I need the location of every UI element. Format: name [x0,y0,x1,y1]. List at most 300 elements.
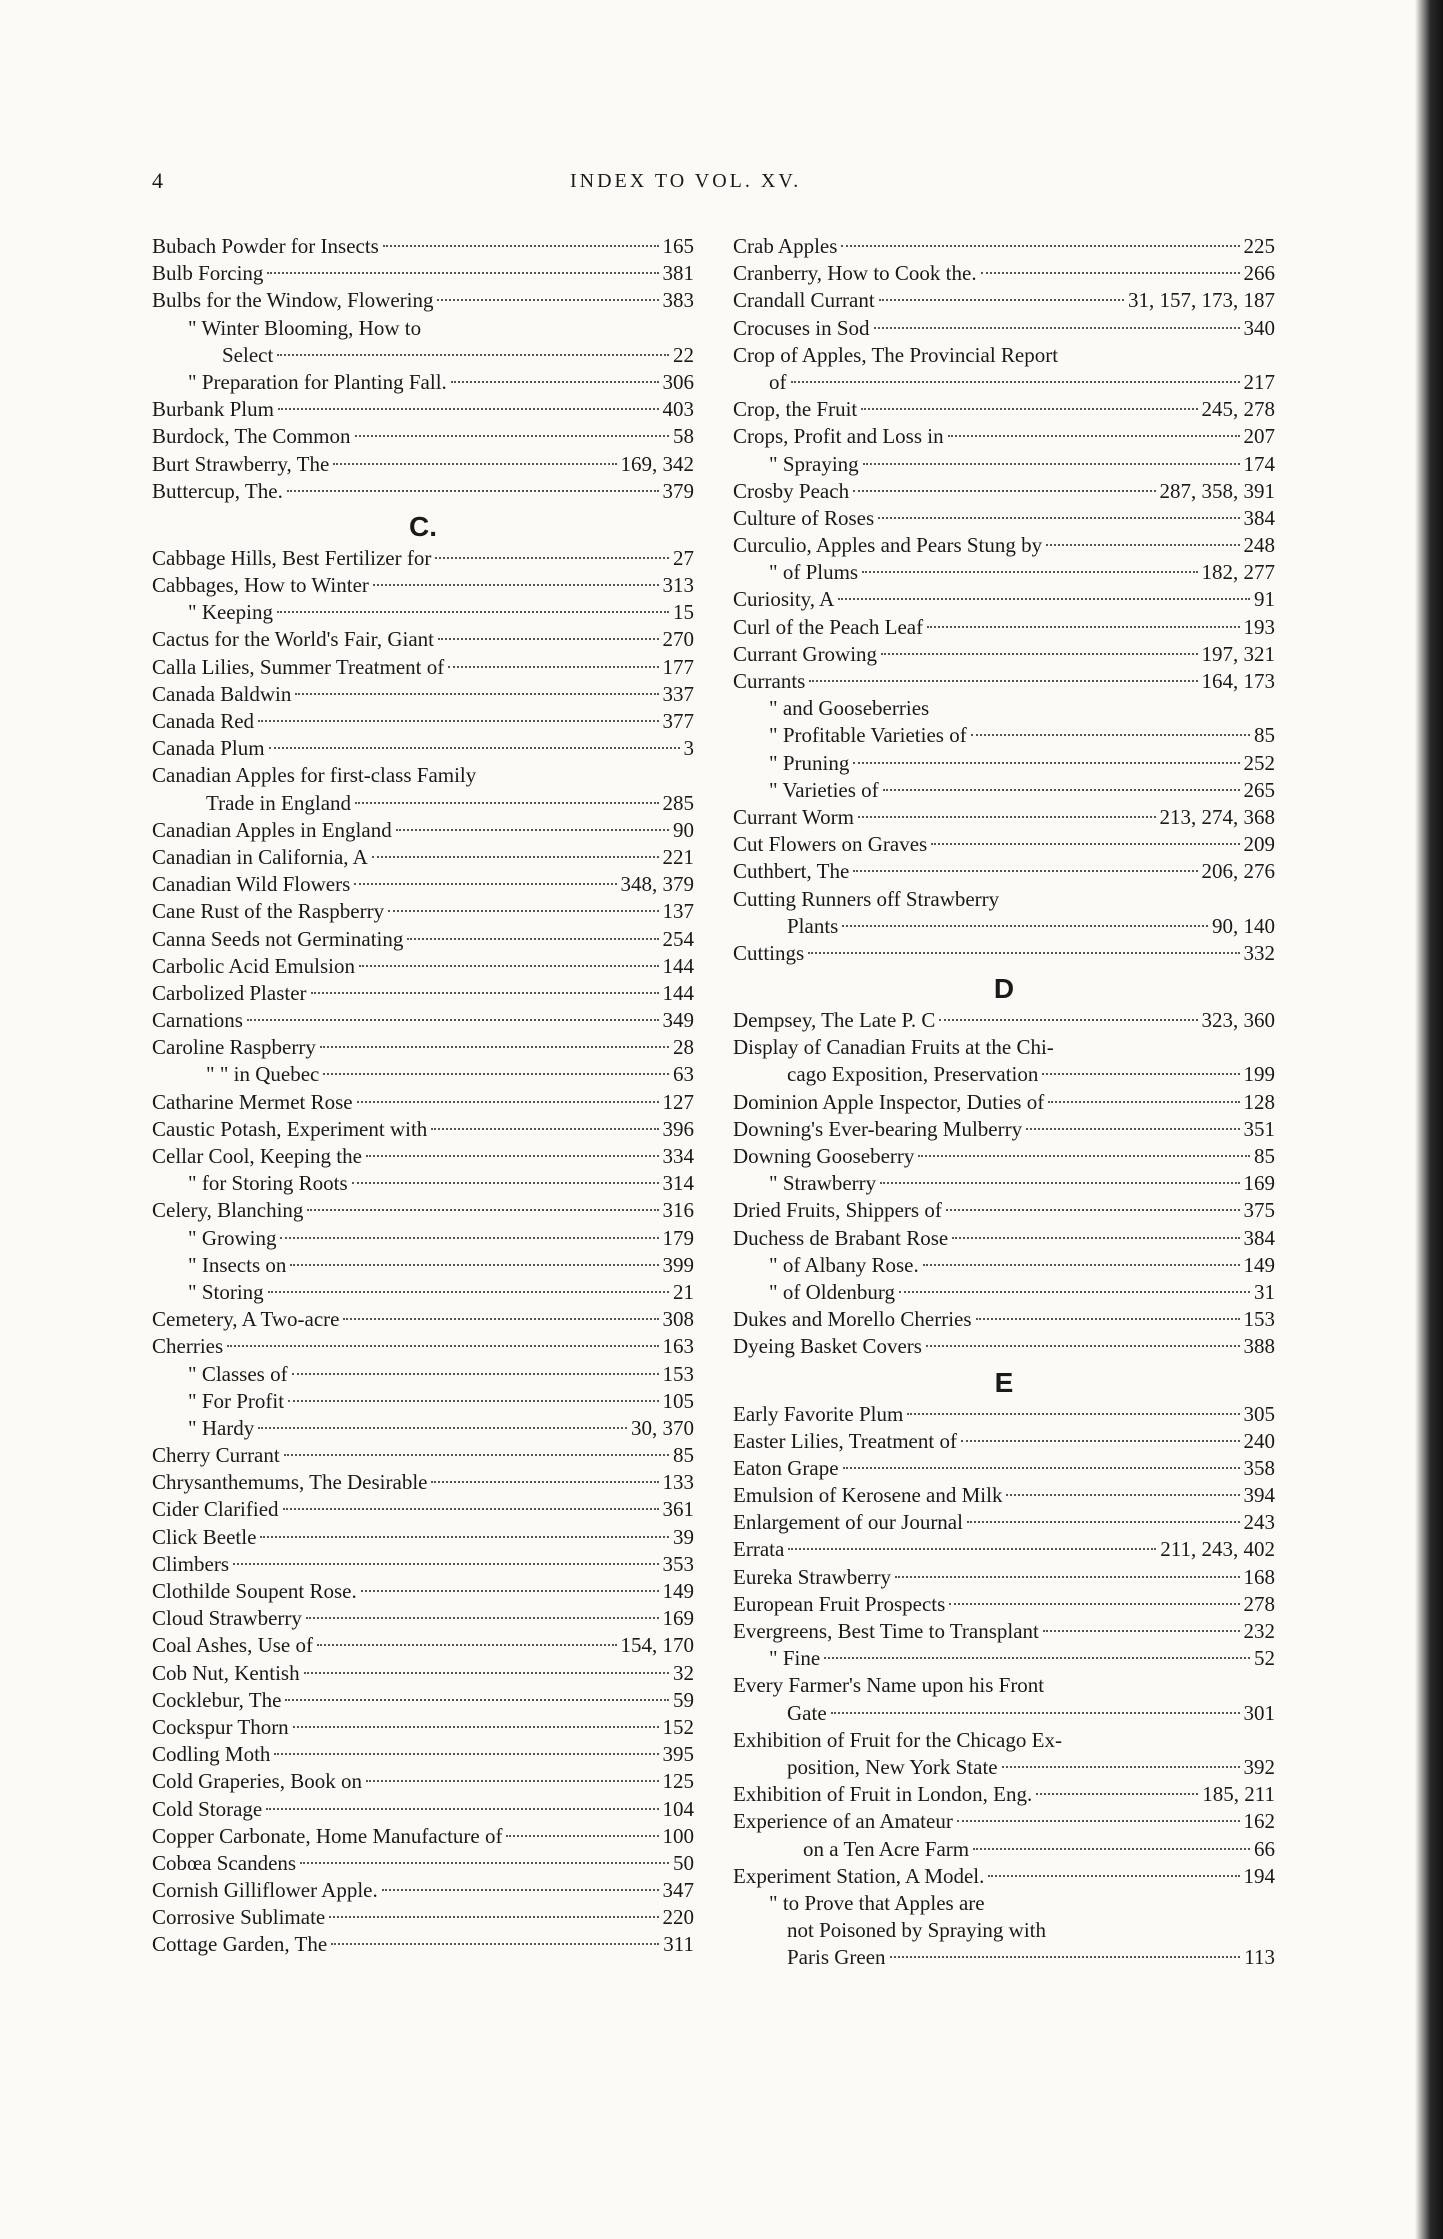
page-reference: 285 [662,790,694,815]
index-entry [152,396,694,423]
entry-text: " For Profit [188,1388,285,1413]
page-reference: 287, 358, 391 [1159,478,1275,503]
page-reference: 199 [1243,1062,1275,1087]
dot-leader [372,856,659,858]
index-entry [152,1170,694,1197]
dot-leader [366,1155,659,1157]
entry-text: " Hardy [188,1415,255,1440]
index-entry [733,668,1275,695]
page-reference: 332 [1243,940,1275,965]
index-entry [733,886,1275,913]
dot-leader [333,463,616,465]
index-entry [733,1944,1275,1971]
index-entry [152,478,694,505]
index-entry [733,287,1275,314]
index-column-left [152,233,694,1959]
index-entry [152,1524,694,1551]
index-entry [733,1225,1275,1252]
page-reference: 308 [662,1307,694,1332]
page-reference: 185, 211 [1202,1782,1275,1807]
entry-text: Dyeing Basket Covers [733,1334,922,1359]
dot-leader [808,952,1239,954]
index-entry [152,1877,694,1904]
entry-text: European Fruit Prospects [733,1591,946,1616]
index-entry [733,505,1275,532]
entry-text: Bulb Forcing [152,261,264,286]
dot-leader [878,517,1239,519]
index-entry [152,1116,694,1143]
index-entry [152,1333,694,1360]
dot-leader [448,666,658,668]
page-reference: 144 [662,980,694,1005]
entry-text: Dukes and Morello Cherries [733,1307,972,1332]
index-entry [152,790,694,817]
entry-text: Culture of Roses [733,505,875,530]
index-entry [733,369,1275,396]
page-reference: 21 [673,1279,694,1304]
index-entry [733,559,1275,586]
page-reference: 179 [662,1225,694,1250]
entry-text: Corrosive Sublimate [152,1905,326,1930]
entry-text: Crops, Profit and Loss in [733,424,944,449]
dot-leader [373,584,659,586]
page-reference: 15 [673,600,694,625]
entry-text: " Growing [188,1225,277,1250]
dot-leader [288,1400,658,1402]
entry-text: Cockspur Thorn [152,1714,289,1739]
entry-text: Canadian Apples for first-class Family [152,763,477,788]
index-entry [152,1551,694,1578]
page-reference: 384 [1243,505,1275,530]
entry-text: Cobœa Scandens [152,1850,297,1875]
entry-text: Cabbages, How to Winter [152,573,369,598]
index-entry [733,1034,1275,1061]
dot-leader [923,1264,1240,1266]
page-reference: 375 [1243,1198,1275,1223]
index-entry [152,1796,694,1823]
entry-text: Calla Lilies, Summer Treatment of [152,654,445,679]
entry-text: Cherry Currant [152,1443,280,1468]
dot-leader [269,747,680,749]
dot-leader [788,1548,1156,1550]
dot-leader [357,1101,659,1103]
dot-leader [292,1373,659,1375]
index-entry [152,735,694,762]
dot-leader [939,1019,1197,1021]
index-entry [733,1170,1275,1197]
dot-leader [791,381,1240,383]
entry-text: Cherries [152,1334,224,1359]
entry-text: Caustic Potash, Experiment with [152,1116,428,1141]
dot-leader [306,1617,659,1619]
entry-text: Plants [787,913,839,938]
dot-leader [890,1956,1241,1958]
entry-text: Canada Plum [152,736,265,761]
index-entry [733,342,1275,369]
entry-text: Cloud Strawberry [152,1606,302,1631]
dot-leader [287,490,659,492]
page-reference: 50 [673,1850,694,1875]
index-entry [152,572,694,599]
index-entry [152,708,694,735]
entry-text: Curculio, Apples and Pears Stung by [733,533,1043,558]
entry-text: Currant Worm [733,804,854,829]
entry-text: Evergreens, Best Time to Transplant [733,1619,1039,1643]
page-reference: 165 [662,234,694,258]
page-reference: 22 [673,342,694,367]
index-entry [152,1931,694,1958]
index-entry [733,1401,1275,1428]
page-reference: 153 [662,1361,694,1386]
entry-text: Downing Gooseberry [733,1144,915,1168]
entry-text: Burbank Plum [152,397,274,422]
page-reference: 403 [662,397,694,422]
index-entry [152,1361,694,1388]
entry-text: Cabbage Hills, Best Fertilizer for [152,545,432,570]
index-entry [733,1007,1275,1034]
entry-text: position, New York State [787,1754,998,1779]
dot-leader [451,381,659,383]
index-entry [733,1279,1275,1306]
page-reference: 85 [1254,723,1275,748]
dot-leader [863,463,1240,465]
page-reference: 381 [662,261,694,286]
entry-text: Climbers [152,1551,229,1576]
dot-leader [284,1454,669,1456]
dot-leader [355,435,669,437]
index-entry [733,586,1275,613]
dot-leader [853,490,1155,492]
dot-leader [431,1481,658,1483]
entry-text: Carbolic Acid Emulsion [152,953,355,978]
page-reference: 113 [1244,1945,1275,1970]
index-entry [152,1605,694,1632]
dot-leader [388,910,658,912]
index-entry [733,1143,1275,1170]
page-reference: 221 [662,844,694,869]
dot-leader [976,1318,1240,1320]
page-reference: 334 [662,1144,694,1168]
index-entry [152,599,694,626]
page-reference: 28 [673,1035,694,1060]
page-reference: 340 [1243,315,1275,340]
dot-leader [283,1508,659,1510]
dot-leader [1026,1128,1239,1130]
dot-leader [1048,1101,1239,1103]
index-entry [733,750,1275,777]
page-reference: 337 [662,681,694,706]
dot-leader [437,299,658,301]
page-reference: 59 [673,1687,694,1712]
entry-text: Crab Apples [733,234,838,258]
dot-leader [957,1820,1240,1822]
entry-text: " Fine [769,1646,821,1671]
entry-text: " Spraying [769,451,859,476]
page-reference: 91 [1254,587,1275,612]
dot-leader [278,408,659,410]
dot-leader [331,1943,659,1945]
entry-text: Paris Green [787,1945,886,1970]
entry-text: Burdock, The Common [152,424,351,449]
page-reference: 207 [1243,424,1275,449]
entry-text: Burt Strawberry, The [152,451,330,476]
index-entry [152,926,694,953]
entry-text: " Varieties of [769,777,879,802]
section-letter-heading: D [993,973,1015,1005]
entry-text: " Strawberry [769,1171,877,1196]
dot-leader [971,734,1250,736]
dot-leader [862,571,1197,573]
page-reference: 395 [662,1742,694,1767]
entry-text: Chrysanthemums, The Desirable [152,1470,428,1495]
entry-text: " Winter Blooming, How to [188,315,422,340]
page-reference: 243 [1243,1510,1275,1535]
page-reference: 169, 342 [620,451,694,476]
page-reference: 396 [662,1116,694,1141]
entry-text: Cold Storage [152,1796,263,1821]
entry-text: Exhibition of Fruit in London, Eng. [733,1782,1033,1807]
dot-leader [1042,1073,1239,1075]
dot-leader [831,1712,1240,1714]
page-reference: 301 [1243,1700,1275,1725]
entry-text: Gate [787,1700,827,1725]
entry-text: Cutting Runners off Strawberry [733,886,1000,911]
entry-text: Carbolized Plaster [152,980,307,1005]
index-entry [152,1306,694,1333]
index-entry [733,1333,1275,1360]
index-entry [733,1917,1275,1944]
entry-text: Currants [733,669,806,693]
page-reference: 316 [662,1198,694,1223]
index-entry [152,817,694,844]
page-reference: 174 [1243,451,1275,476]
index-entry [152,260,694,287]
index-entry [733,940,1275,967]
index-entry [733,233,1275,260]
index-entry [152,1089,694,1116]
entry-text: Carnations [152,1008,243,1033]
dot-leader [361,1590,659,1592]
page-reference: 194 [1243,1863,1275,1888]
section-letter-heading: E [994,1366,1014,1398]
page-reference: 27 [673,545,694,570]
index-entry [152,1143,694,1170]
index-entry [733,1645,1275,1672]
dot-leader [946,1209,1240,1211]
index-entry [733,777,1275,804]
entry-text: Cane Rust of the Raspberry [152,899,385,924]
entry-text: " Storing [188,1279,264,1304]
dot-leader [355,802,658,804]
dot-leader [383,245,659,247]
page-reference: 348, 379 [620,872,694,897]
dot-leader [329,1916,658,1918]
entry-text: Dried Fruits, Shippers of [733,1198,942,1223]
dot-leader [260,1536,669,1538]
dot-leader [961,1440,1240,1442]
index-entry [733,1116,1275,1143]
entry-text: Exhibition of Fruit for the Chicago Ex- [733,1727,1062,1752]
page-reference: 169 [1243,1171,1275,1196]
page-reference: 154, 170 [620,1633,694,1658]
page-reference: 358 [1243,1455,1275,1480]
dot-leader [267,272,658,274]
index-entry [152,1469,694,1496]
page-reference: 323, 360 [1201,1008,1275,1033]
entry-text: Crosby Peach [733,478,850,503]
dot-leader [366,1780,659,1782]
entry-text: Click Beetle [152,1524,257,1549]
page-reference: 347 [662,1878,694,1903]
dot-leader [949,1603,1239,1605]
dot-leader [438,638,659,640]
index-entry [733,1672,1275,1699]
dot-leader [918,1155,1250,1157]
index-entry [733,315,1275,342]
entry-text: Duchess de Brabant Rose [733,1225,949,1250]
dot-leader [258,720,658,722]
index-entry [152,1741,694,1768]
index-entry [152,762,694,789]
entry-text: Errata [733,1537,785,1562]
page-reference: 125 [662,1769,694,1794]
dot-leader [274,1753,658,1755]
dot-leader [981,272,1240,274]
entry-text: Crop of Apples, The Provincial Report [733,342,1059,367]
dot-leader [841,245,1239,247]
dot-leader [352,1182,659,1184]
index-entry [152,1442,694,1469]
entry-text: Cornish Gilliflower Apple. [152,1878,378,1903]
dot-leader [317,1644,617,1646]
entry-text: Curiosity, A [733,587,835,612]
index-entry [733,1781,1275,1808]
entry-text: Every Farmer's Name upon his Front [733,1673,1045,1698]
dot-leader [858,816,1156,818]
page-reference: 211, 243, 402 [1160,1537,1275,1562]
page-reference: 248 [1243,533,1275,558]
index-entry [152,871,694,898]
page-reference: 313 [662,573,694,598]
index-entry [733,396,1275,423]
index-entry [733,1089,1275,1116]
page-reference: 240 [1243,1428,1275,1453]
index-entry [152,1034,694,1061]
entry-text: not Poisoned by Spraying with [787,1918,1047,1943]
entry-text: Cob Nut, Kentish [152,1660,300,1685]
entry-text: " " in Quebec [206,1062,320,1087]
dot-leader [227,1345,658,1347]
entry-text: Curl of the Peach Leaf [733,614,924,639]
index-entry [733,1197,1275,1224]
dot-leader [853,762,1239,764]
index-entry [152,1768,694,1795]
dot-leader [435,557,669,559]
index-entry [733,1836,1275,1863]
page-reference: 379 [662,478,694,503]
index-entry [733,1591,1275,1618]
page-reference: 58 [673,424,694,449]
index-entry [152,654,694,681]
dot-leader [988,1875,1239,1877]
entry-text: " Keeping [188,600,273,625]
index-entry [733,1754,1275,1781]
page-reference: 384 [1243,1225,1275,1250]
page-reference: 383 [662,288,694,313]
entry-text: " to Prove that Apples are [769,1890,985,1915]
page-reference: 32 [673,1660,694,1685]
page-reference: 127 [662,1089,694,1114]
page-reference: 162 [1243,1809,1275,1834]
page-reference: 193 [1243,614,1275,639]
dot-leader [883,789,1240,791]
dot-leader [931,843,1239,845]
index-entry [152,1061,694,1088]
index-entry [733,913,1275,940]
index-entry [152,953,694,980]
dot-leader [382,1889,659,1891]
dot-leader [407,938,658,940]
entry-text: Canadian Apples in England [152,817,392,842]
index-entry [152,1496,694,1523]
page-reference: 399 [662,1252,694,1277]
page-reference: 252 [1243,750,1275,775]
dot-leader [853,870,1197,872]
entry-text: Caroline Raspberry [152,1035,316,1060]
page-reference: 353 [662,1551,694,1576]
index-entry [152,980,694,1007]
entry-text: Downing's Ever-bearing Mulberry [733,1116,1023,1141]
page-reference: 144 [662,953,694,978]
page-reference: 137 [662,899,694,924]
index-entry [152,1660,694,1687]
entry-text: Currant Growing [733,641,878,666]
entry-text: " Insects on [188,1252,287,1277]
page-reference: 254 [662,926,694,951]
entry-text: Cemetery, A Two-acre [152,1307,340,1332]
dot-leader [843,1467,1240,1469]
index-entry [152,369,694,396]
dot-leader [396,829,669,831]
page-reference: 149 [662,1579,694,1603]
dot-leader [1006,1494,1239,1496]
index-entry [152,1714,694,1741]
running-head: INDEX TO VOL. XV. [570,170,802,192]
dot-leader [290,1264,658,1266]
page-reference: 163 [662,1334,694,1359]
page-reference: 232 [1243,1619,1275,1643]
dot-leader [266,1808,658,1810]
entry-text: " and Gooseberries [769,696,930,721]
page-reference: 168 [1243,1564,1275,1589]
index-entry [733,641,1275,668]
dot-leader [280,1237,658,1239]
entry-text: Canada Baldwin [152,681,292,706]
dot-leader [293,1726,659,1728]
page-reference: 100 [662,1823,694,1848]
page-reference: 311 [663,1932,694,1957]
index-entry [152,545,694,572]
entry-text: Cuthbert, The [733,859,850,884]
index-entry [733,1252,1275,1279]
dot-leader [881,653,1197,655]
dot-leader [300,1862,669,1864]
dot-leader [1046,544,1239,546]
entry-text: " Profitable Varieties of [769,723,967,748]
page-reference: 197, 321 [1201,641,1275,666]
index-entry [733,831,1275,858]
page-reference: 213, 274, 368 [1159,804,1275,829]
